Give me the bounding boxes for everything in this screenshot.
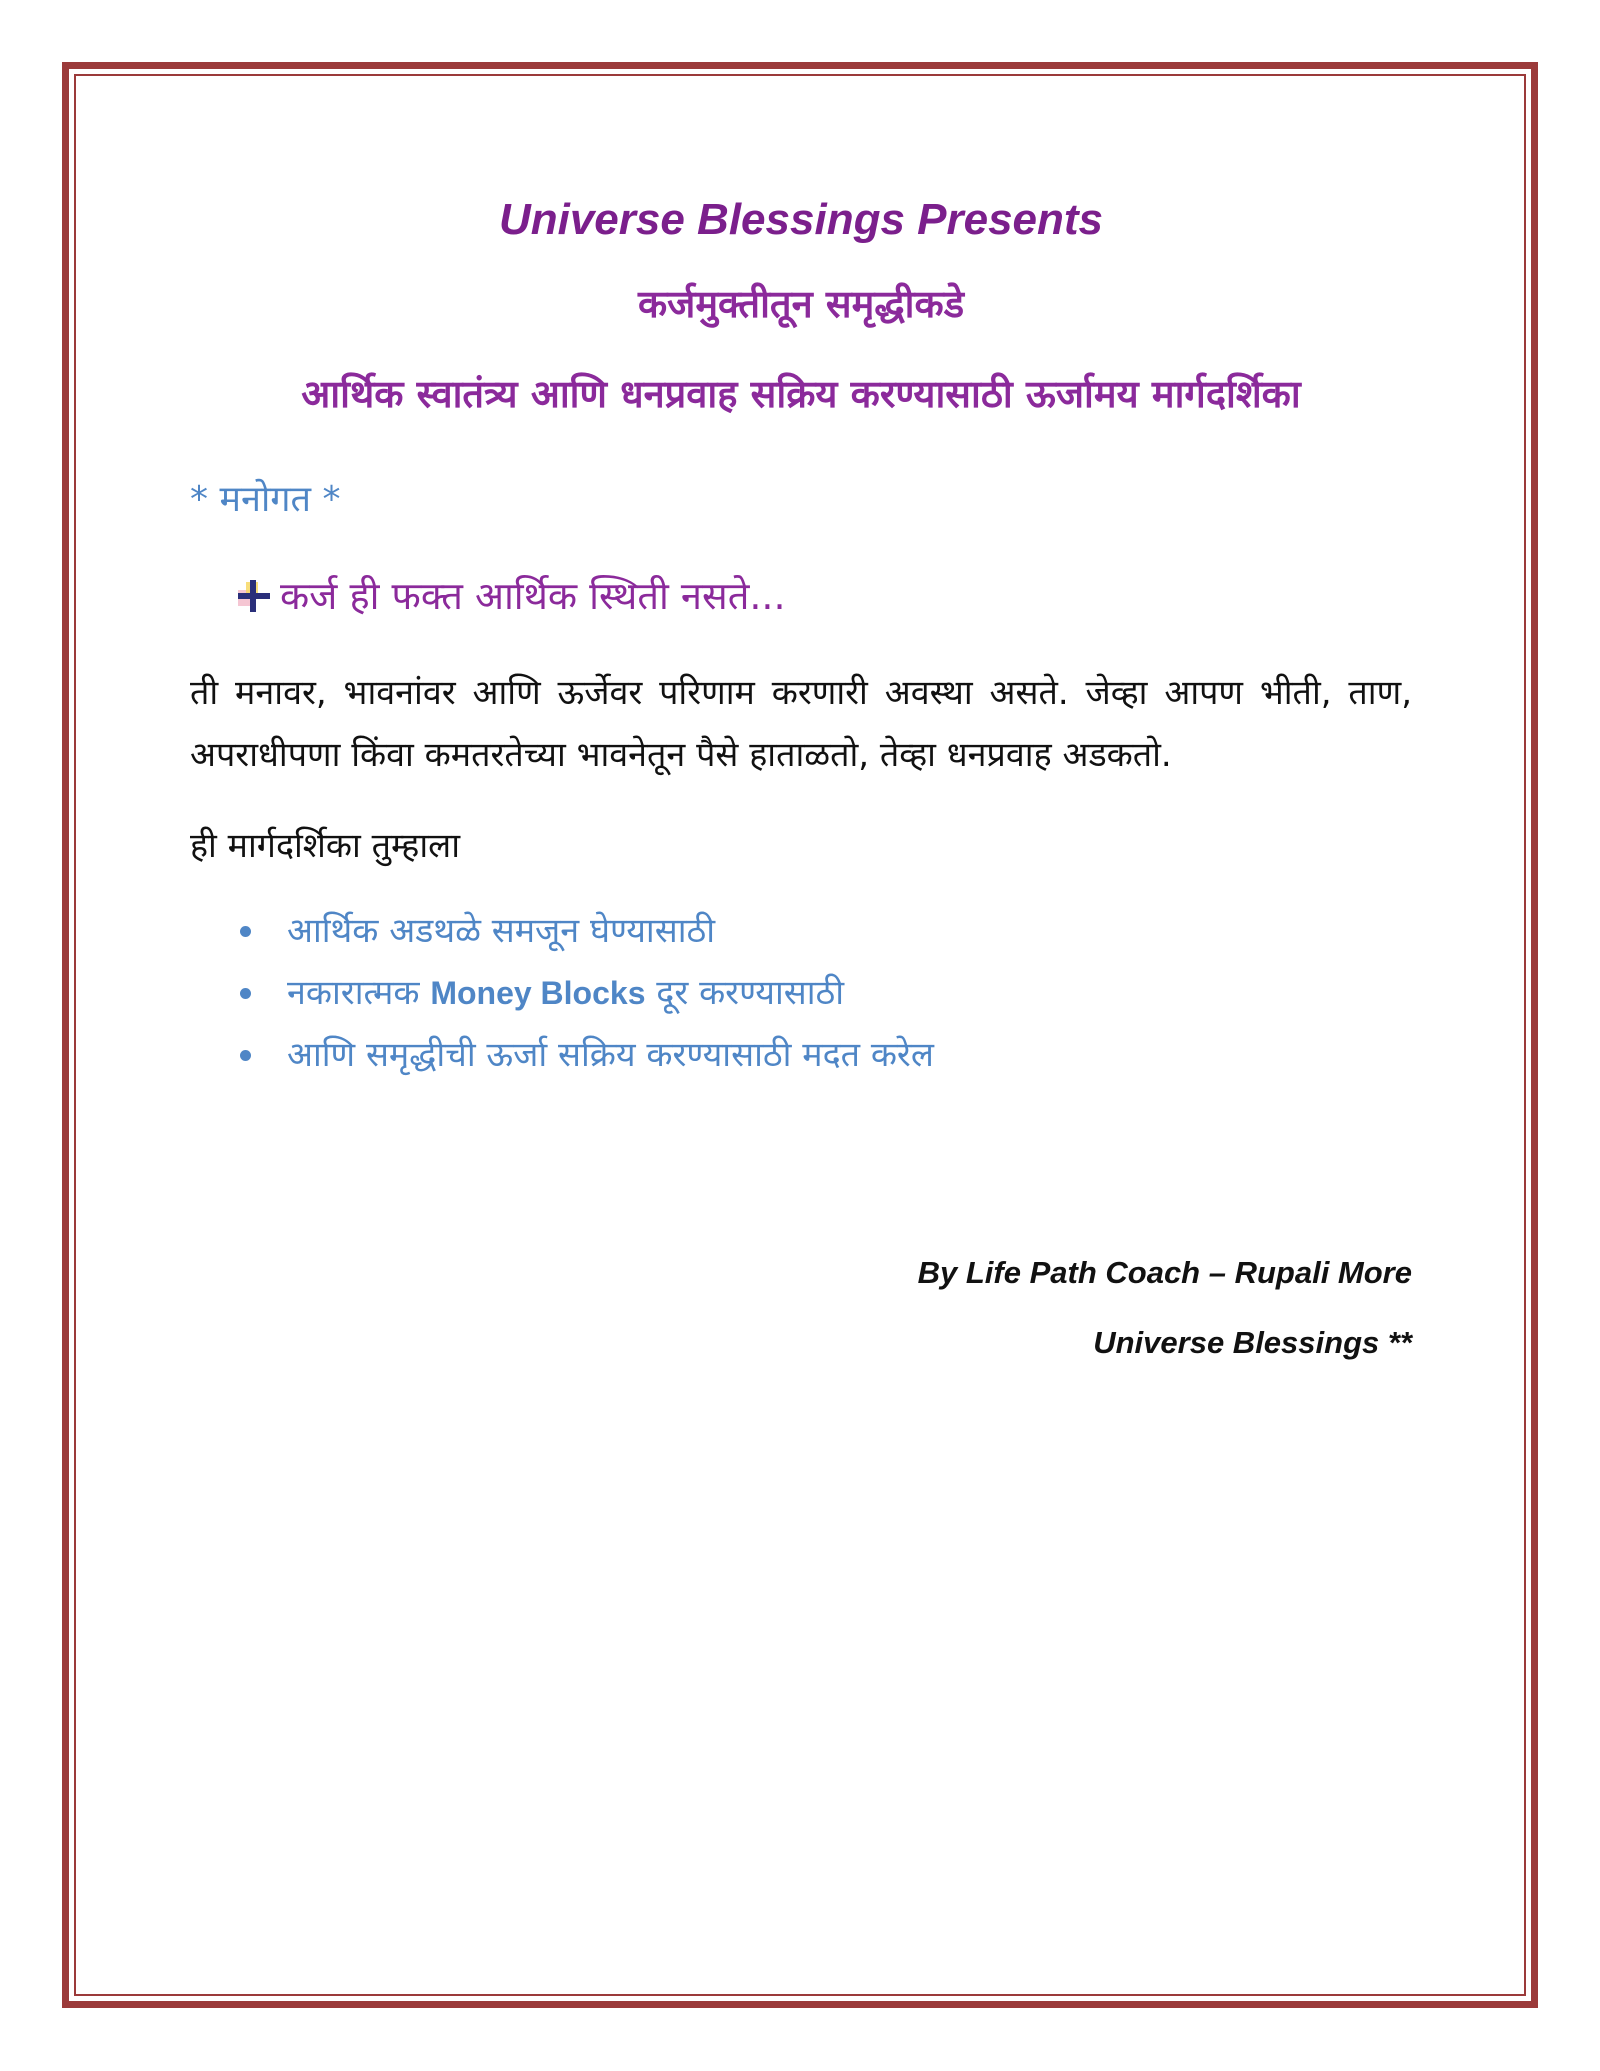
plus-icon [236, 578, 272, 614]
list-item-text: आर्थिक अडथळे समजून घेण्यासाठी [287, 911, 716, 951]
list-item-text: आणि समृद्धीची ऊर्जा सक्रिय करण्यासाठी मदत करेल [287, 1035, 934, 1075]
document-subtitle-2: आर्थिक स्वातंत्र्य आणि धनप्रवाह सक्रिय करण्यासाठी ऊर्जामय मार्गदर्शिका [301, 372, 1301, 416]
list-item-text-bold: Money Blocks [430, 975, 646, 1011]
list-item [240, 900, 1412, 962]
list-item-text-post: दूर करण्यासाठी [656, 973, 845, 1013]
signature-brand: Universe Blessings ** [1093, 1325, 1412, 1360]
list-item-text [287, 962, 844, 1024]
bullet-dot-icon [240, 988, 251, 999]
key-point [236, 570, 1412, 622]
list-intro: ही मार्गदर्शिका तुम्हाला [190, 826, 461, 866]
list-item-text-pre: नकारात्मक [287, 973, 420, 1013]
document-title: Universe Blessings Presents [498, 195, 1104, 244]
bullet-dot-icon [240, 1050, 251, 1061]
section-heading: * मनोगत * [190, 479, 341, 520]
key-point-text: कर्ज ही फक्त आर्थिक स्थिती नसते... [280, 574, 786, 618]
bullet-list [190, 900, 1412, 1086]
document-content [190, 190, 1412, 1366]
document-subtitle: कर्जमुक्तीतून समृद्धीकडे [637, 282, 965, 326]
body-paragraph: ती मनावर, भावनांवर आणि ऊर्जेवर परिणाम करणारी अवस्था असते. जेव्हा आपण भीती, ताण, अपराधीपणा किंवा कमतरतेच्या भावनेतून पैसे हाताळतो, तेव्हा धनप्रवाह अडकतो. [190, 673, 1412, 775]
list-item [240, 962, 1412, 1024]
bullet-dot-icon [240, 926, 251, 937]
signature-author: By Life Path Coach – Rupali More [917, 1255, 1412, 1290]
list-item [240, 1024, 1412, 1086]
